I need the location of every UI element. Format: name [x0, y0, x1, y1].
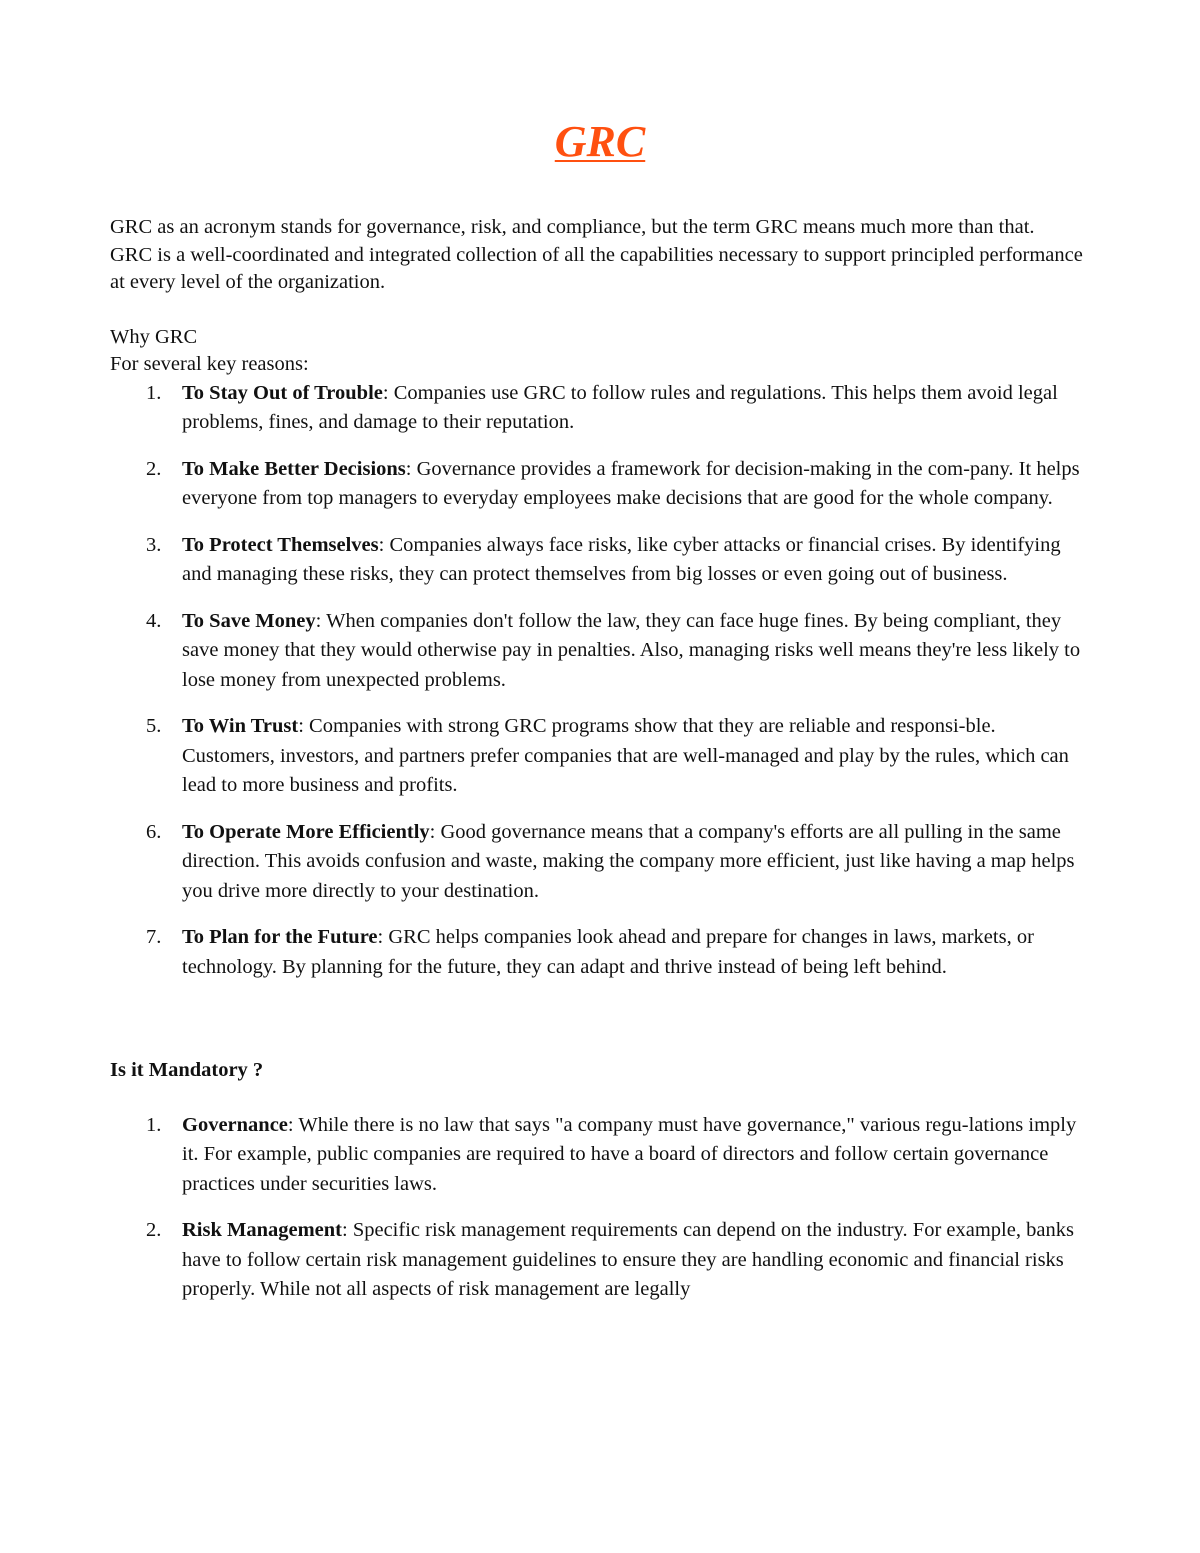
list-text: : Companies use GRC to follow rules and regulations. This helps them avoid legal problems, fines, and damage to their reputation. — [182, 381, 1058, 433]
list-term: To Protect Themselves — [182, 533, 379, 556]
list-item — [110, 923, 1090, 982]
list-text: : While there is no law that says "a company must have governance," various regu-lations imply it. For example, public companies are required to have a board of directors and follow certain governance practices under securities laws. — [182, 1113, 1077, 1195]
intro-paragraph-2: GRC is a well-coordinated and integrated collection of all the capabilities necessary to support principled performance at every level of the organization. — [110, 243, 1083, 293]
why-subheading: For several key reasons: — [110, 353, 309, 375]
list-text: : Governance provides a framework for decision-making in the com-pany. It helps everyone from top managers to everyday employees make decisions that are good for the whole company. — [182, 457, 1080, 509]
list-number: 1. — [146, 381, 162, 404]
list-item — [110, 1111, 1090, 1200]
list-term: To Win Trust — [182, 715, 299, 737]
list-item — [110, 1216, 1090, 1305]
list-number: 6. — [146, 820, 162, 843]
list-term: To Operate More Efficiently — [182, 820, 430, 843]
list-number: 4. — [146, 609, 162, 632]
list-number: 5. — [146, 715, 162, 737]
spacer — [110, 1085, 1090, 1111]
list-text: : Companies with strong GRC programs show that they are reliable and responsi-ble. Customers, investors, and partners prefer companies that are well-managed and play by the rules, which can lead to more business and profits. — [182, 715, 1069, 796]
list-number: 1. — [146, 1113, 162, 1136]
list-number: 3. — [146, 533, 162, 556]
list-term: To Plan for the Future — [182, 926, 378, 948]
page-title: GRC — [554, 117, 646, 166]
list-number: 2. — [146, 1219, 162, 1241]
spacer — [110, 999, 1090, 1057]
list-item — [110, 379, 1090, 438]
list-item — [110, 531, 1090, 590]
list-number: 7. — [146, 926, 162, 948]
intro-paragraph-1: GRC as an acronym stands for governance, risk, and compliance, but the term GRC means much more than that. — [110, 216, 1035, 238]
why-heading: Why GRC — [110, 325, 198, 348]
list-text: : When companies don't follow the law, they can face huge fines. By being compliant, they save money that they would otherwise pay in penalties. Also, managing risks well means they're less likely to lose money from unexpected problems. — [182, 609, 1081, 691]
list-number: 2. — [146, 457, 162, 480]
list-term: To Stay Out of Trouble — [182, 381, 383, 404]
list-text: : Specific risk management requirements can depend on the industry. For example, banks have to follow certain risk management guidelines to ensure they are handling economic and financial risks properly. While not all aspects of risk management are legally — [182, 1219, 1074, 1300]
mandatory-list — [110, 1111, 1090, 1305]
list-text: : Good governance means that a company's efforts are all pulling in the same direction. This avoids confusion and waste, making the company more efficient, just like having a map helps you drive more directly to your destination. — [182, 820, 1075, 902]
list-text: : GRC helps companies look ahead and prepare for changes in laws, markets, or technology. By planning for the future, they can adapt and thrive instead of being left behind. — [182, 926, 1034, 978]
list-term: Governance — [182, 1113, 288, 1136]
list-item — [110, 818, 1090, 907]
list-term: To Save Money — [182, 609, 316, 632]
mandatory-heading: Is it Mandatory ? — [110, 1059, 264, 1081]
why-reasons-list — [110, 379, 1090, 983]
document-page — [110, 112, 1090, 1322]
list-term: Risk Management — [182, 1219, 343, 1241]
list-item — [110, 712, 1090, 801]
list-term: To Make Better Decisions — [182, 457, 406, 480]
spacer — [110, 297, 1090, 324]
list-text: : Companies always face risks, like cyber attacks or financial crises. By identifying and managing these risks, they can protect themselves from big losses or even going out of business. — [182, 533, 1061, 585]
list-item — [110, 607, 1090, 696]
list-item — [110, 455, 1090, 514]
